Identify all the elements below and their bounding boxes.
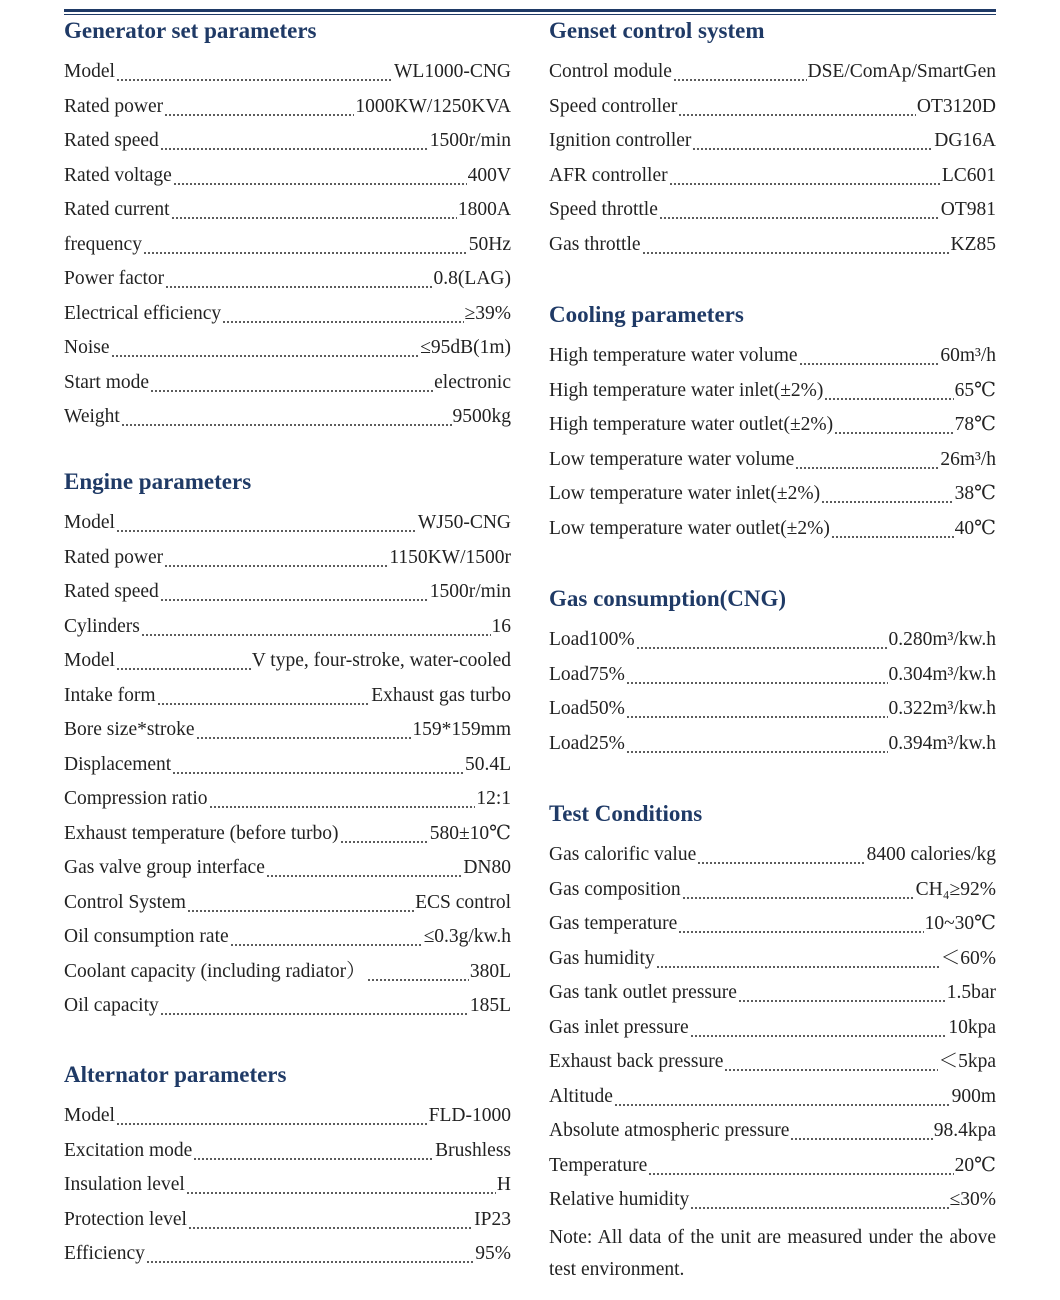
param-value: 580±10℃: [429, 822, 511, 844]
generator-section: [64, 17, 511, 437]
param-value: 0.394m³/kw.h: [888, 732, 996, 754]
param-row: [64, 612, 511, 647]
control-rows: [549, 57, 996, 264]
param-value: 159*159mm: [412, 719, 511, 740]
dot-leader: [160, 126, 429, 161]
param-label: Model: [64, 650, 115, 671]
param-row: [549, 660, 996, 695]
param-row: [64, 299, 511, 334]
dot-leader: [340, 819, 429, 854]
param-value: KZ85: [950, 233, 996, 255]
param-row: [64, 750, 511, 785]
dot-leader: [648, 1151, 953, 1186]
param-row: [549, 230, 996, 265]
param-value: 40℃: [954, 517, 996, 539]
param-value: V type, four-stroke, water-cooled: [251, 650, 511, 671]
param-value: ≥39%: [464, 302, 511, 324]
dot-leader: [690, 1185, 948, 1220]
param-label: Electrical efficiency: [64, 302, 222, 324]
dot-leader: [141, 612, 491, 647]
dot-leader: [164, 543, 388, 578]
param-label: Relative humidity: [549, 1189, 690, 1210]
param-row: [64, 1101, 511, 1136]
param-label: Efficiency: [64, 1243, 145, 1264]
dot-leader: [160, 577, 429, 612]
test-conditions-section: [549, 800, 996, 1286]
dot-leader: [626, 694, 888, 729]
param-label: Protection level: [64, 1208, 187, 1230]
param-label: Coolant capacity (including radiator）: [64, 960, 366, 982]
param-label: Gas calorific value: [549, 844, 697, 865]
param-row: [549, 978, 996, 1013]
param-label: Load100%: [549, 629, 635, 650]
param-row: [549, 195, 996, 230]
param-row: [549, 625, 996, 660]
param-label: Power factor: [64, 268, 165, 289]
param-value: 78℃: [954, 414, 996, 435]
param-value: 900m: [951, 1085, 996, 1107]
param-label: Oil capacity: [64, 995, 159, 1016]
dot-leader: [614, 1082, 951, 1117]
param-row: [64, 715, 511, 750]
dot-leader: [795, 445, 939, 480]
param-label: Excitation mode: [64, 1139, 193, 1161]
param-value: 1150KW/1500r: [389, 546, 511, 568]
param-row: [64, 784, 511, 819]
dot-leader: [209, 784, 476, 819]
param-row: [64, 57, 511, 92]
param-row: [549, 1151, 996, 1186]
dot-leader: [196, 715, 412, 750]
header-rule: [64, 9, 996, 16]
param-value: 38℃: [954, 483, 996, 504]
param-row: [64, 819, 511, 854]
param-label: Start mode: [64, 371, 150, 393]
param-value: DG16A: [934, 130, 996, 151]
param-row: [64, 92, 511, 127]
param-value: 10~30℃: [924, 913, 996, 934]
dot-leader: [230, 922, 423, 957]
param-value: Brushless: [435, 1139, 511, 1161]
dot-leader: [678, 909, 923, 944]
dot-leader: [831, 514, 954, 549]
dot-leader: [172, 750, 464, 785]
param-label: Model: [64, 512, 115, 533]
generator-rows: [64, 57, 511, 437]
param-value: 1500r/min: [429, 581, 511, 602]
param-row: [549, 126, 996, 161]
dot-leader: [682, 875, 915, 910]
param-row: [549, 1185, 996, 1220]
param-row: [549, 376, 996, 411]
engine-section: [64, 468, 511, 1026]
param-label: Intake form: [64, 684, 156, 706]
param-value: DN80: [463, 857, 511, 878]
param-row: [64, 264, 511, 299]
param-label: Load50%: [549, 698, 625, 719]
param-label: High temperature water volume: [549, 345, 798, 366]
dot-leader: [834, 410, 954, 445]
dot-leader: [116, 646, 251, 681]
param-value: 98.4kpa: [933, 1120, 996, 1141]
param-row: [549, 1047, 996, 1082]
param-row: [64, 368, 511, 403]
param-row: [64, 1239, 511, 1274]
param-value: 60m³/h: [940, 345, 996, 366]
gas-consumption-section: [549, 585, 996, 763]
dot-leader: [656, 944, 940, 979]
param-label: Low temperature water inlet(±2%): [549, 483, 821, 504]
param-label: Rated speed: [64, 581, 159, 602]
param-value: 1500r/min: [429, 130, 511, 151]
param-label: Rated current: [64, 199, 170, 220]
param-row: [549, 729, 996, 764]
param-label: Compression ratio: [64, 788, 208, 809]
param-value: OT3120D: [916, 95, 996, 117]
dot-leader: [669, 161, 941, 196]
param-label: Oil consumption rate: [64, 926, 229, 947]
param-label: Exhaust temperature (before turbo): [64, 822, 339, 844]
dot-leader: [678, 92, 916, 127]
section-title: Engine parameters: [64, 469, 252, 494]
param-label: Cylinders: [64, 615, 140, 637]
dot-leader: [193, 1136, 434, 1171]
dot-leader: [724, 1047, 937, 1082]
dot-leader: [121, 402, 452, 437]
param-value: ≤30%: [949, 1189, 996, 1210]
param-value: 10kpa: [948, 1016, 996, 1038]
dot-leader: [626, 729, 888, 764]
param-label: Load75%: [549, 663, 625, 685]
test-note: Note: All data of the unit are measured under the above test environment.: [549, 1226, 996, 1280]
param-label: Low temperature water volume: [549, 448, 795, 470]
param-row: [64, 230, 511, 265]
param-row: [549, 1116, 996, 1151]
param-label: Exhaust back pressure: [549, 1051, 724, 1072]
param-label: Gas throttle: [549, 233, 641, 255]
dot-leader: [697, 840, 865, 875]
param-row: [64, 195, 511, 230]
dot-leader: [673, 57, 807, 92]
dot-leader: [146, 1239, 474, 1274]
param-row: [64, 646, 511, 681]
param-value: 8400 calories/kg: [866, 844, 996, 865]
engine-rows: [64, 508, 511, 1026]
dot-leader: [171, 195, 457, 230]
param-row: [549, 57, 996, 92]
param-label: Speed controller: [549, 95, 678, 117]
param-row: [64, 577, 511, 612]
param-row: [64, 1205, 511, 1240]
param-row: [549, 1013, 996, 1048]
dot-leader: [636, 625, 888, 660]
param-label: Rated speed: [64, 130, 159, 151]
param-label: Control module: [549, 61, 672, 82]
dot-leader: [738, 978, 946, 1013]
param-label: Gas valve group interface: [64, 857, 265, 878]
param-label: frequency: [64, 233, 142, 255]
param-row: [549, 445, 996, 480]
param-label: AFR controller: [549, 164, 668, 186]
param-row: [64, 543, 511, 578]
param-value: 0.304m³/kw.h: [888, 663, 996, 685]
param-label: Temperature: [549, 1154, 648, 1176]
dot-leader: [187, 888, 414, 923]
param-row: [549, 1082, 996, 1117]
dot-leader: [157, 681, 371, 716]
param-value: 50.4L: [464, 753, 511, 775]
param-row: [64, 508, 511, 543]
param-row: [549, 479, 996, 514]
param-value: H: [496, 1174, 511, 1195]
param-value: 185L: [469, 995, 511, 1016]
section-title: Alternator parameters: [64, 1062, 287, 1087]
param-row: [64, 957, 511, 992]
param-value: 9500kg: [452, 406, 511, 427]
param-value: 1800A: [457, 199, 511, 220]
dot-leader: [799, 341, 940, 376]
dot-leader: [690, 1013, 948, 1048]
dot-leader: [150, 368, 433, 403]
param-value: WJ50-CNG: [417, 512, 511, 533]
param-value: Exhaust gas turbo: [371, 684, 511, 706]
dot-leader: [165, 264, 432, 299]
param-value: WL1000-CNG: [394, 61, 511, 82]
param-label: Noise: [64, 337, 110, 358]
dot-leader: [821, 479, 954, 514]
param-value: 0.280m³/kw.h: [888, 629, 996, 650]
param-row: [64, 161, 511, 196]
control-section: [549, 17, 996, 264]
param-value: electronic: [434, 371, 511, 393]
dot-leader: [116, 1101, 428, 1136]
param-row: [549, 410, 996, 445]
dot-leader: [367, 957, 469, 992]
section-title: Generator set parameters: [64, 18, 317, 43]
param-label: Weight: [64, 406, 120, 427]
param-value: CH₄≥92%: [915, 878, 996, 900]
dot-leader: [790, 1116, 932, 1151]
param-row: [64, 1170, 511, 1205]
dot-leader: [116, 508, 417, 543]
dot-leader: [659, 195, 940, 230]
param-value: 0.322m³/kw.h: [888, 698, 996, 719]
dot-leader: [642, 230, 950, 265]
param-value: FLD-1000: [428, 1105, 511, 1126]
param-value: 12:1: [476, 788, 511, 809]
param-value: 20℃: [954, 1154, 996, 1176]
param-label: Model: [64, 61, 115, 82]
dot-leader: [164, 92, 354, 127]
dot-leader: [692, 126, 933, 161]
param-row: [64, 922, 511, 957]
param-value: 1.5bar: [946, 982, 996, 1003]
param-row: [549, 92, 996, 127]
section-title: Cooling parameters: [549, 302, 744, 327]
dot-leader: [160, 991, 469, 1026]
param-label: High temperature water outlet(±2%): [549, 414, 834, 435]
param-value: 380L: [469, 960, 511, 982]
param-value: 26m³/h: [940, 448, 996, 470]
param-value: OT981: [940, 199, 996, 220]
dot-leader: [173, 161, 467, 196]
dot-leader: [116, 57, 393, 92]
dot-leader: [143, 230, 468, 265]
param-value: ＜5kpa: [938, 1051, 996, 1072]
param-value: IP23: [474, 1208, 511, 1230]
dot-leader: [188, 1205, 473, 1240]
param-value: 65℃: [954, 379, 996, 401]
dot-leader: [626, 660, 888, 695]
section-title: Genset control system: [549, 18, 765, 43]
param-label: Insulation level: [64, 1174, 185, 1195]
param-label: Gas inlet pressure: [549, 1016, 689, 1038]
param-row: [549, 909, 996, 944]
param-row: [549, 875, 996, 910]
param-label: Rated power: [64, 546, 164, 568]
param-row: [549, 840, 996, 875]
param-row: [64, 991, 511, 1026]
param-label: Rated voltage: [64, 164, 172, 186]
dot-leader: [222, 299, 463, 334]
param-row: [64, 888, 511, 923]
param-row: [64, 853, 511, 888]
param-label: Low temperature water outlet(±2%): [549, 517, 830, 539]
param-label: Altitude: [549, 1085, 613, 1107]
dot-leader: [111, 333, 420, 368]
cooling-rows: [549, 341, 996, 548]
param-label: Displacement: [64, 753, 172, 775]
param-value: 50Hz: [468, 233, 511, 255]
param-value: ≤95dB(1m): [420, 337, 511, 358]
dot-leader: [266, 853, 462, 888]
param-row: [549, 161, 996, 196]
param-label: Ignition controller: [549, 130, 692, 151]
param-label: Bore size*stroke: [64, 719, 195, 740]
param-value: ECS control: [415, 891, 511, 913]
param-row: [64, 681, 511, 716]
param-row: [64, 1136, 511, 1171]
param-value: ＜60%: [940, 947, 996, 969]
param-row: [64, 402, 511, 437]
gas-rows: [549, 625, 996, 763]
dot-leader: [824, 376, 953, 411]
alternator-section: [64, 1061, 511, 1274]
test-rows: [549, 840, 996, 1220]
param-value: 16: [491, 615, 511, 637]
param-row: [549, 944, 996, 979]
param-value: 400V: [467, 164, 511, 186]
param-row: [549, 694, 996, 729]
param-label: High temperature water inlet(±2%): [549, 379, 824, 401]
alternator-rows: [64, 1101, 511, 1274]
param-row: [549, 341, 996, 376]
param-value: 0.8(LAG): [433, 268, 511, 289]
param-value: DSE/ComAp/SmartGen: [807, 61, 996, 82]
param-label: Rated power: [64, 95, 164, 117]
param-value: LC601: [941, 164, 996, 186]
param-label: Speed throttle: [549, 199, 658, 220]
param-value: 95%: [475, 1243, 511, 1264]
param-label: Gas temperature: [549, 913, 678, 934]
param-row: [64, 126, 511, 161]
param-label: Gas humidity: [549, 947, 655, 969]
param-label: Load25%: [549, 732, 625, 754]
param-label: Gas composition: [549, 878, 681, 900]
section-title: Gas consumption(CNG): [549, 586, 787, 611]
param-label: Gas tank outlet pressure: [549, 982, 737, 1003]
param-label: Model: [64, 1105, 115, 1126]
param-value: 1000KW/1250KVA: [355, 95, 511, 117]
param-label: Control System: [64, 891, 186, 913]
param-value: ≤0.3g/kw.h: [423, 926, 511, 947]
param-row: [64, 333, 511, 368]
dot-leader: [186, 1170, 496, 1205]
cooling-section: [549, 301, 996, 548]
param-label: Absolute atmospheric pressure: [549, 1120, 790, 1141]
param-row: [549, 514, 996, 549]
section-title: Test Conditions: [549, 801, 703, 826]
